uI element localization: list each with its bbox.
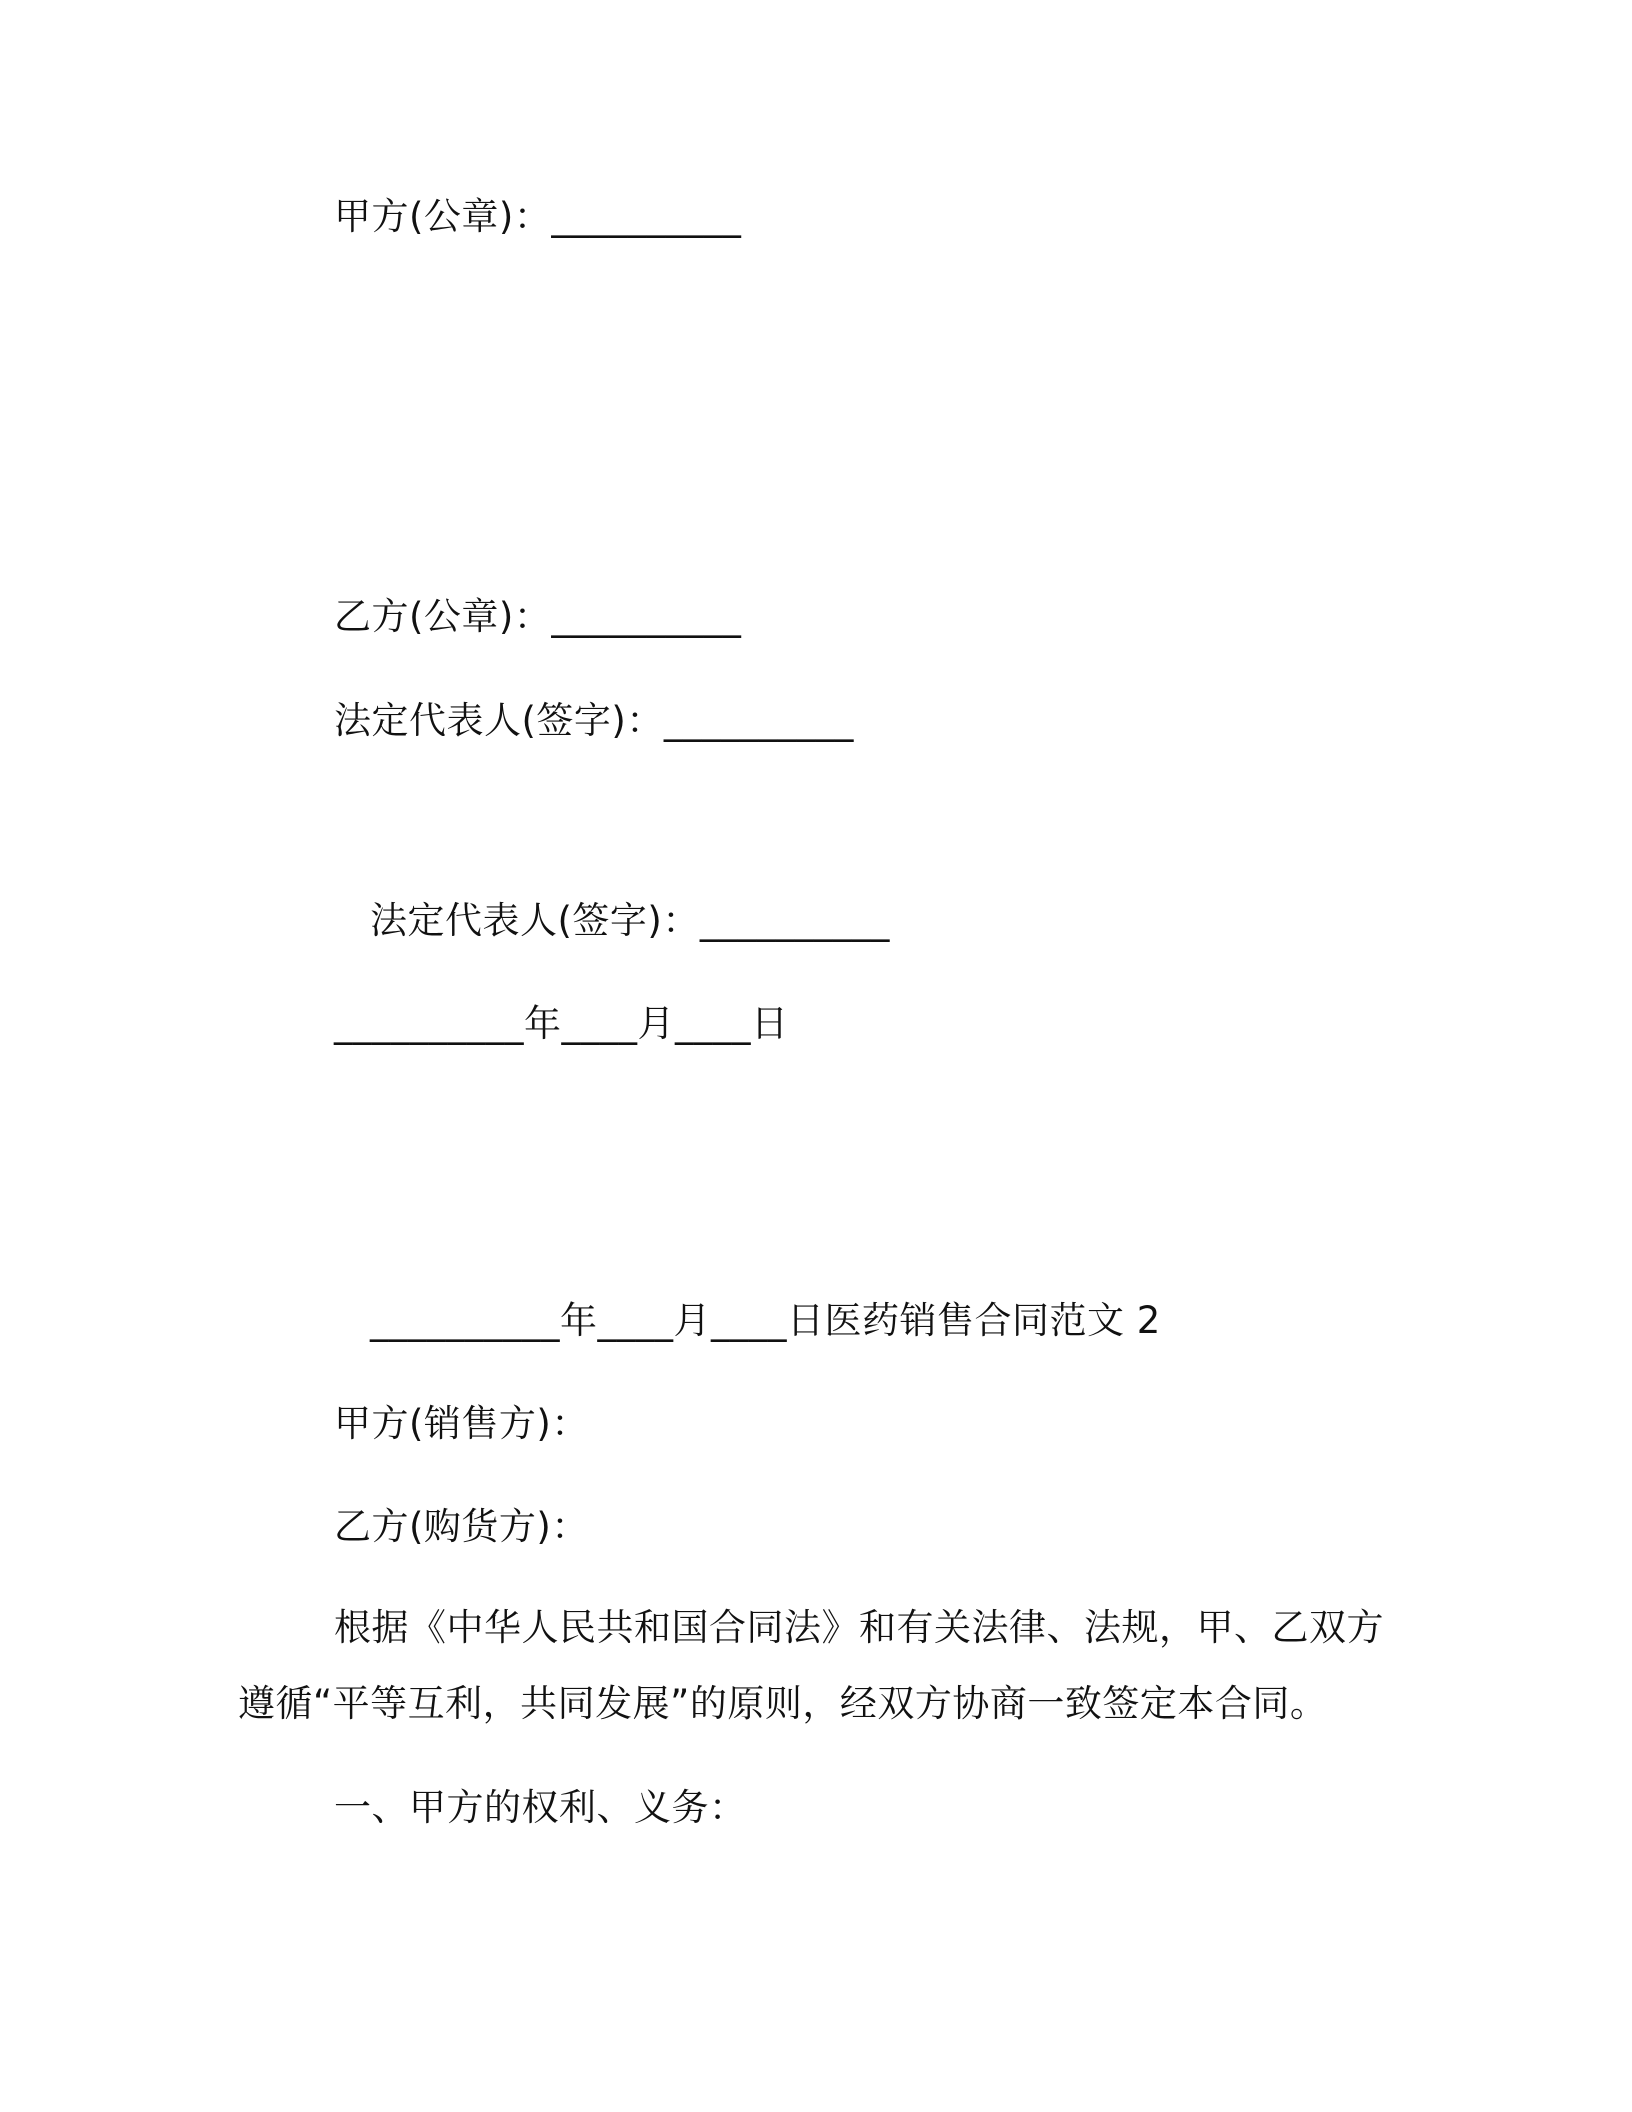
party-b-buyer-line: 乙方(购货方)： (334, 1505, 589, 1548)
section-heading-party-a: 一、甲方的权利、义务： (334, 1786, 747, 1829)
legal-representative-line-a: 法定代表人(签字)：__________ (334, 699, 854, 742)
party-a-seal-line: 甲方(公章)：__________ (334, 195, 742, 238)
preamble-line-2: 遵循“平等互利，共同发展”的原则，经双方协商一致签定本合同。 (238, 1682, 1328, 1725)
legal-representative-line-b: 法定代表人(签字)：__________ (370, 899, 890, 942)
date-line: __________年____月____日 (334, 1002, 789, 1045)
contract-title-line: __________年____月____日医药销售合同范文 2 (370, 1299, 1161, 1342)
party-a-seller-line: 甲方(销售方)： (334, 1402, 589, 1445)
preamble-line-1: 根据《中华人民共和国合同法》和有关法律、法规，甲、乙双方 (334, 1606, 1384, 1649)
party-b-seal-line: 乙方(公章)：__________ (334, 595, 742, 638)
